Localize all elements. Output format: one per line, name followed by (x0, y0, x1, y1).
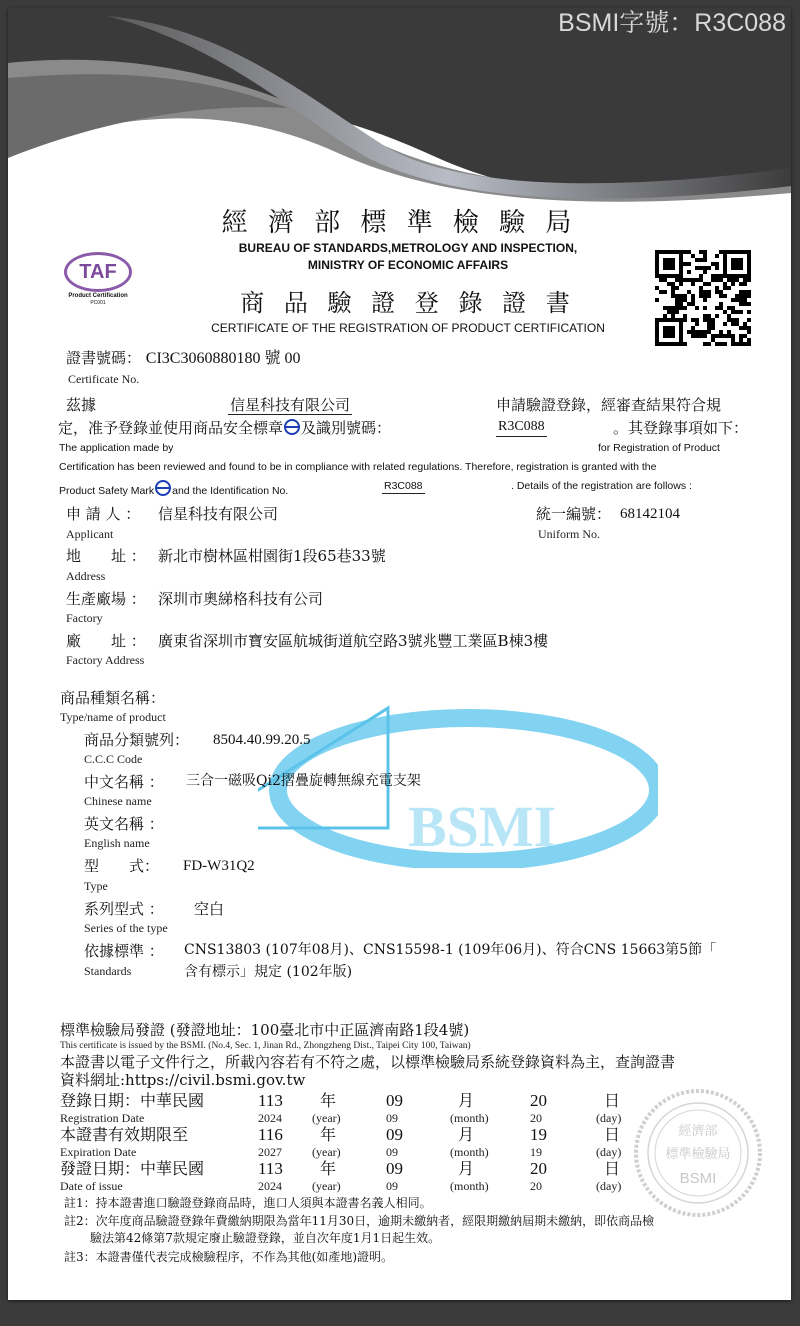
agency-name-en-2: MINISTRY OF ECONOMIC AFFAIRS (307, 258, 509, 272)
watermark-text: BSMI (408, 794, 557, 859)
unit-year-en: (year) (312, 1111, 341, 1125)
statement-zh-1: 申請驗證登錄，經審查結果符合規 (496, 396, 722, 414)
certificate-no-value: CI3C3060880180 號 00 (145, 350, 301, 367)
date-d-en: 20 (530, 1179, 542, 1193)
unit-year: 年 (320, 1091, 337, 1110)
standards-value-2: 含有標示」規定 (102年版) (184, 964, 353, 980)
uniform-no-value: 68142104 (620, 506, 680, 522)
note-1: 註1：持本證書進口驗證登錄商品時，進口人須與本證書名義人相同。 (64, 1196, 432, 1210)
applicant-value: 信星科技有限公司 (158, 505, 279, 523)
date-d: 20 (530, 1159, 547, 1178)
unit-day: 日 (604, 1091, 621, 1110)
factory-value: 深圳市奧綈格科技有公司 (158, 590, 324, 608)
unit-month-en: (month) (450, 1179, 489, 1193)
unit-day-en: (day) (596, 1145, 622, 1159)
unit-year: 年 (320, 1125, 337, 1144)
date-d: 19 (530, 1125, 547, 1144)
uniform-no-label-en: Uniform No. (538, 527, 600, 541)
taf-logo-sub: Product Certification (68, 293, 128, 299)
date-label: 本證書有效期限至 (60, 1125, 189, 1144)
standards-value-1: CNS13803 (107年08月)、CNS15598-1 (109年06月)、符合CNS 15663第5節「 (184, 942, 717, 958)
series-label: 系列型式 ： (84, 900, 164, 918)
date-m-en: 09 (386, 1111, 398, 1125)
text: Product Safety Mark (59, 485, 155, 497)
series-value: 空白 (194, 900, 225, 918)
chinese-name-label: 中文名稱 ： (84, 773, 164, 791)
factory-address-label-en: Factory Address (66, 653, 145, 667)
taf-logo-code: PC001 (90, 300, 106, 306)
seal-line3: BSMI (679, 1170, 717, 1187)
note-4: 註3：本證書僅代表完成檢驗程序，不作為其他(如產地)證明。 (64, 1250, 394, 1264)
unit-year: 年 (320, 1159, 337, 1178)
date-d: 20 (530, 1091, 547, 1110)
issuer-en: This certificate is issued by the BSMI. (No.4, Sec. 1, Jinan Rd., Zhongzheng Dist., Taipei City 100, Taiwan) (60, 1041, 471, 1051)
date-label: 發證日期：中華民國 (60, 1159, 205, 1178)
address-value: 新北市樹林區柑園街1段65巷33號 (158, 547, 386, 565)
unit-year-en: (year) (312, 1179, 341, 1193)
statement-en-1b: for Registration of Product (598, 442, 720, 454)
applicant-company-underlined: 信星科技有限公司 (230, 396, 351, 414)
text: and the Identification No. (172, 485, 289, 497)
factory-address-value: 廣東省深圳市寶安區航城街道航空路3號兆豐工業區B棟3樓 (158, 632, 549, 650)
ccc-code-label-en: C.C.C Code (84, 752, 143, 766)
unit-day: 日 (604, 1125, 621, 1144)
date-y: 113 (258, 1159, 283, 1178)
statement-en-2: Certification has been reviewed and found to be in compliance with related regulations. Therefore, registration is granted with the (59, 461, 657, 473)
note-3: 驗法第42條第7款規定廢止驗證登錄，並自次年度1月1日起生效。 (90, 1231, 441, 1245)
date-y-en: 2027 (258, 1145, 282, 1159)
ccc-code-label: 商品分類號列： (84, 731, 190, 749)
date-y: 113 (258, 1091, 283, 1110)
date-d-en: 20 (530, 1111, 542, 1125)
date-label-en: Expiration Date (60, 1145, 137, 1159)
seal-line2: 標準檢驗局 (665, 1147, 731, 1162)
address-label-en: Address (66, 569, 106, 583)
seal-line1: 經濟部 (678, 1124, 718, 1139)
unit-month: 月 (458, 1159, 475, 1178)
factory-address-label: 廠 址 ： (66, 632, 146, 650)
date-label-en: Registration Date (60, 1111, 145, 1125)
date-y: 116 (258, 1125, 283, 1144)
date-y-en: 2024 (258, 1179, 282, 1193)
factory-label-en: Factory (66, 611, 103, 625)
product-section-label: 商品種類名稱： (60, 689, 166, 707)
date-label-en: Date of issue (60, 1179, 123, 1193)
factory-label: 生產廠場 ： (66, 590, 146, 608)
standards-label-en: Standards (84, 964, 132, 978)
statement-zh-3: 。其登錄事項如下： (613, 419, 749, 437)
certificate-title-en: CERTIFICATE OF THE REGISTRATION OF PRODUCT CERTIFICATION (211, 321, 605, 335)
product-section-label-en: Type/name of product (60, 710, 166, 724)
electronic-notice-1: 本證書以電子文件行之，所載內容若有不符之處，以標準檢驗局系統登錄資料為主，查詢證書 (60, 1053, 676, 1071)
statement-en-3 (59, 480, 288, 499)
taf-logo-mark: TAF (64, 252, 132, 292)
date-label: 登錄日期：中華民國 (60, 1091, 205, 1110)
certificate-no-label (66, 349, 300, 368)
issuer-zh: 標準檢驗局發證 (發證地址：100臺北市中正區濟南路1段4號) (60, 1021, 470, 1039)
applicant-label: 申 請 人 ： (66, 505, 141, 523)
bsmi-seal-stamp (633, 1088, 763, 1218)
type-label-en: Type (84, 879, 108, 893)
standards-label: 依據標準 ： (84, 942, 164, 960)
identification-no-en: R3C088 (384, 480, 423, 492)
electronic-notice-2: 資料網址:https://civil.bsmi.gov.tw (60, 1071, 306, 1089)
bsmi-code-banner: BSMI字號：R3C088 (558, 9, 786, 37)
date-m: 09 (386, 1125, 403, 1144)
unit-month-en: (month) (450, 1111, 489, 1125)
date-m-en: 09 (386, 1179, 398, 1193)
statement-prefix: 茲據 (66, 396, 97, 414)
english-name-label-en: English name (84, 836, 150, 850)
certificate-no-label-en: Certificate No. (68, 372, 140, 386)
date-d-en: 19 (530, 1145, 542, 1159)
series-label-en: Series of the type (84, 921, 168, 935)
unit-month-en: (month) (450, 1145, 489, 1159)
certificate-card (8, 8, 791, 1300)
chinese-name-label-en: Chinese name (84, 794, 152, 808)
date-m: 09 (386, 1159, 403, 1178)
applicant-label-en: Applicant (66, 527, 114, 541)
address-label: 地 址 ： (66, 547, 146, 565)
text: 及識別號碼： (301, 419, 392, 437)
english-name-label: 英文名稱 ： (84, 815, 164, 833)
unit-month: 月 (458, 1091, 475, 1110)
agency-name-zh: 經 濟 部 標 準 檢 驗 局 (221, 208, 578, 238)
chinese-name-value: 三合一磁吸Qi2摺疊旋轉無線充電支架 (186, 773, 421, 789)
header-swoosh-decoration (8, 8, 791, 208)
text: 定，准予登錄並使用商品安全標章 (58, 419, 284, 437)
statement-en-3c: . Details of the registration are follows : (511, 480, 692, 492)
statement-zh-2 (58, 419, 391, 437)
safety-mark-icon (155, 480, 171, 496)
identification-no: R3C088 (496, 419, 547, 437)
statement-en-1a: The application made by (59, 442, 174, 454)
unit-month: 月 (458, 1125, 475, 1144)
unit-year-en: (year) (312, 1145, 341, 1159)
ccc-code-value: 8504.40.99.20.5 (213, 732, 311, 748)
unit-day: 日 (604, 1159, 621, 1178)
certificate-title-zh: 商 品 驗 證 登 錄 證 書 (240, 289, 576, 317)
unit-day-en: (day) (596, 1179, 622, 1193)
date-y-en: 2024 (258, 1111, 282, 1125)
note-2: 註2：次年度商品驗證登錄年費繳納期限為當年11月30日，逾期未繳納者，經限期繳納屆期未繳納，即依商品檢 (64, 1214, 655, 1228)
date-m-en: 09 (386, 1145, 398, 1159)
unit-day-en: (day) (596, 1111, 622, 1125)
safety-mark-icon (284, 419, 300, 435)
type-value: FD-W31Q2 (183, 858, 255, 874)
type-label: 型 式： (84, 857, 160, 875)
agency-name-en-1: BUREAU OF STANDARDS,METROLOGY AND INSPECTION, (238, 241, 578, 255)
label: 證書號碼： (66, 349, 142, 367)
uniform-no-label: 統一編號： (536, 505, 612, 523)
date-m: 09 (386, 1091, 403, 1110)
